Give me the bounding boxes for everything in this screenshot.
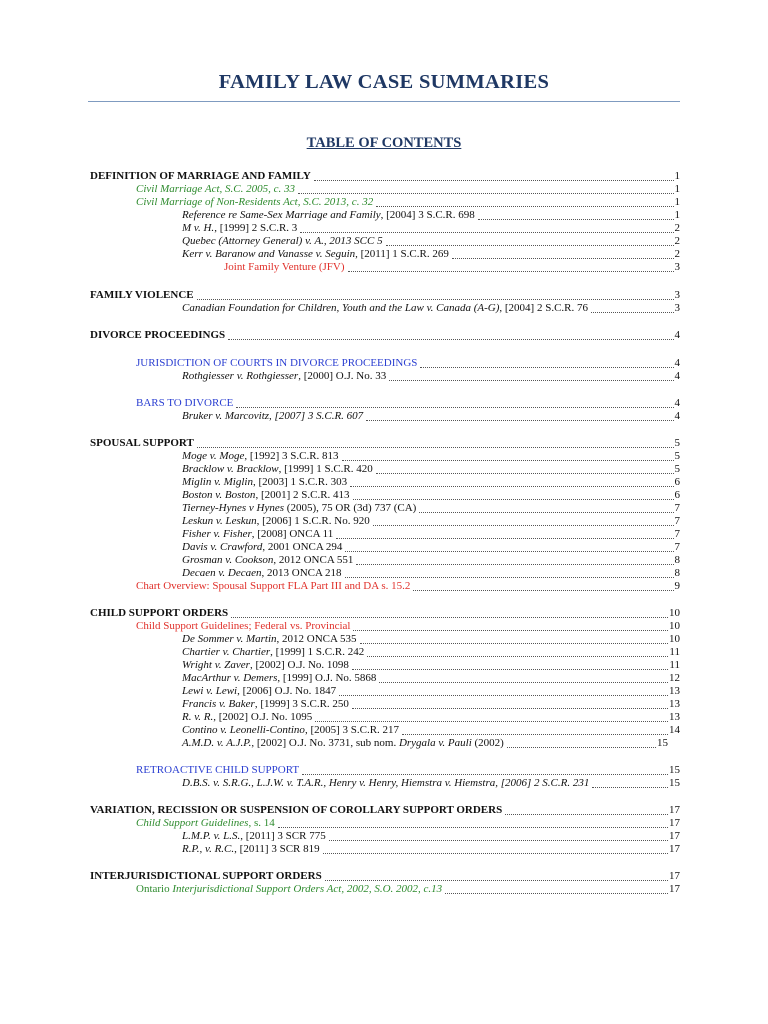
toc-leader	[452, 258, 674, 259]
toc-section-interjurisdictional[interactable]	[90, 869, 680, 883]
case-citation: , [2003] 1 S.C.R. 303	[252, 476, 348, 488]
act-name: Child Support Guidelines	[136, 817, 249, 829]
toc-case-wright[interactable]	[182, 658, 680, 672]
toc-page-number: 3	[674, 261, 680, 273]
toc-case-canadian-foundation[interactable]	[182, 301, 680, 315]
case-name: A.M.D. v. A.J.P.	[182, 737, 252, 749]
toc-page-number: 11	[669, 646, 680, 658]
toc-label	[136, 883, 442, 896]
toc-leader	[323, 853, 668, 854]
toc-entry-child-support-guidelines-s14[interactable]	[136, 816, 680, 830]
toc-leader	[366, 420, 673, 421]
toc-leader	[419, 512, 673, 513]
toc-case-decaen[interactable]	[182, 566, 680, 580]
toc-case-fisher[interactable]	[182, 527, 680, 541]
toc-page-number: 4	[674, 370, 680, 382]
toc-case-m-v-h[interactable]	[182, 221, 680, 235]
toc-page-number: 4	[674, 329, 680, 341]
toc-page-number: 5	[674, 450, 680, 462]
toc-label: SPOUSAL SUPPORT	[90, 437, 194, 449]
toc-leader	[302, 774, 668, 775]
document-title: FAMILY LAW CASE SUMMARIES	[218, 71, 550, 93]
toc-label	[182, 777, 589, 790]
toc-label: BARS TO DIVORCE	[136, 397, 234, 409]
case-name-alt: Drygala v. Pauli	[398, 737, 472, 749]
jurisdiction: Ontario	[136, 883, 173, 895]
toc-leader	[300, 232, 673, 233]
case-citation: , [2011] 3 SCR 819	[234, 843, 320, 855]
toc-leader	[298, 193, 674, 194]
case-citation: , [1999] 2 S.C.R. 3	[214, 222, 298, 234]
toc-page-number: 4	[674, 410, 680, 422]
toc-case-rp-v-rc[interactable]	[182, 842, 680, 856]
toc-page-number: 2	[674, 222, 680, 234]
toc-case-leskun[interactable]	[182, 514, 680, 528]
toc-leader	[315, 721, 668, 722]
toc-label: DIVORCE PROCEEDINGS	[90, 329, 226, 341]
toc-leader	[420, 367, 673, 368]
case-name: Reference re Same-Sex Marriage and Family	[182, 209, 381, 221]
case-citation: [2011] 1 S.C.R. 269	[357, 248, 449, 260]
case-year: (2002)	[471, 737, 504, 749]
toc-leader	[348, 271, 674, 272]
toc-leader	[445, 893, 668, 894]
toc-leader	[505, 814, 668, 815]
toc-page-number: 13	[669, 711, 680, 723]
case-citation: , [2008] ONCA 11	[251, 528, 334, 540]
toc-entry-civil-marriage-non-residents-act[interactable]	[136, 195, 680, 209]
toc-page-number: 7	[674, 502, 680, 514]
toc-case-de-sommer[interactable]	[182, 632, 680, 646]
toc-case-quebec-v-a[interactable]	[182, 234, 680, 248]
toc-page-number: 10	[669, 620, 680, 632]
case-name: Bracklow v. Bracklow	[182, 463, 279, 475]
toc-label	[182, 410, 363, 423]
toc-page-number: 17	[669, 870, 680, 882]
case-name: Bruker v. Marcovitz, [2007] 3 S.C.R. 607	[182, 410, 364, 422]
toc-page-number: 15	[669, 777, 680, 789]
toc-page-number: 15	[669, 764, 680, 776]
toc-leader	[379, 682, 668, 683]
toc-leader	[345, 551, 673, 552]
toc-section-variation-recission[interactable]	[90, 803, 680, 817]
toc-page-number: 7	[674, 541, 680, 553]
toc-leader	[197, 447, 674, 448]
toc-entry-bars-to-divorce[interactable]	[136, 396, 680, 410]
toc-leader	[352, 708, 668, 709]
toc-leader	[352, 669, 668, 670]
toc-leader	[228, 339, 673, 340]
toc-page-number: 10	[669, 607, 680, 619]
toc-section-family-violence[interactable]	[90, 288, 680, 302]
toc-case-contino[interactable]	[182, 723, 680, 737]
toc-label: INTERJURISDICTIONAL SUPPORT ORDERS	[90, 870, 322, 882]
toc-leader	[402, 734, 668, 735]
toc-label: DEFINITION OF MARRIAGE AND FAMILY	[90, 170, 311, 182]
case-name: MacArthur v. Demers	[182, 672, 278, 684]
toc-leader	[367, 656, 668, 657]
toc-page-number: 7	[674, 515, 680, 527]
case-citation: , 2013 ONCA 218	[261, 567, 342, 579]
toc-page-number: 4	[674, 397, 680, 409]
toc-entry-chart-overview-spousal[interactable]	[136, 579, 680, 593]
toc-label	[182, 737, 504, 750]
case-citation: , [2000] O.J. No. 33	[298, 370, 387, 382]
toc-page-number: 3	[674, 302, 680, 314]
case-citation: , [2002] O.J. No. 1098	[249, 659, 349, 671]
toc-entry-ontario-isoa[interactable]	[136, 882, 680, 896]
case-citation: , [2006] O.J. No. 1847	[237, 685, 337, 697]
toc-section-spousal-support[interactable]	[90, 436, 680, 450]
toc-page-number: 13	[669, 685, 680, 697]
toc-page-number: 3	[674, 289, 680, 301]
toc-leader	[336, 538, 673, 539]
toc-leader	[356, 564, 673, 565]
case-name: M v. H.	[182, 222, 215, 234]
case-name: Leskun v. Leskun	[182, 515, 257, 527]
toc-page-number: 17	[669, 843, 680, 855]
case-name: Contino v. Leonelli-Contino	[182, 724, 305, 736]
case-name: Decaen v. Decaen	[182, 567, 262, 579]
act-name: Interjurisdictional Support Orders Act, 2002, S.O. 2002, c.13	[172, 883, 443, 895]
toc-section-divorce-proceedings[interactable]	[90, 328, 680, 342]
case-name: Davis v. Crawford	[182, 541, 263, 553]
case-citation: , [2005] 3 S.C.R. 217	[304, 724, 400, 736]
toc-label	[182, 302, 588, 315]
toc-leader	[197, 299, 674, 300]
toc-page-number: 14	[669, 724, 680, 736]
toc-leader	[360, 643, 668, 644]
toc-page-number: 2	[674, 235, 680, 247]
toc-leader	[278, 827, 668, 828]
toc-label: Joint Family Venture (JFV)	[224, 261, 345, 273]
toc-entry-retroactive-child-support[interactable]	[136, 763, 680, 777]
toc-page-number: 1	[674, 196, 680, 208]
case-name: Tierney-Hynes v Hynes	[182, 502, 285, 514]
toc-page-number: 10	[669, 633, 680, 645]
toc-leader	[236, 407, 673, 408]
toc-leader	[592, 787, 668, 788]
case-name: R.P., v. R.C.	[182, 843, 235, 855]
toc-page-number: 17	[669, 883, 680, 895]
toc-leader	[507, 747, 656, 748]
case-name: Fisher v. Fisher	[182, 528, 252, 540]
toc-case-chartier[interactable]	[182, 645, 680, 659]
toc-case-kerr-v-baranow[interactable]	[182, 247, 680, 261]
toc-case-r-v-r[interactable]	[182, 710, 680, 724]
toc-section-child-support-orders[interactable]	[90, 606, 680, 620]
toc-label: RETROACTIVE CHILD SUPPORT	[136, 764, 300, 776]
toc-section-definition-of-marriage[interactable]	[90, 169, 680, 183]
toc-page-number: 7	[674, 528, 680, 540]
toc-case-macarthur[interactable]	[182, 671, 680, 685]
toc-leader	[373, 525, 674, 526]
toc-case-lewi[interactable]	[182, 684, 680, 698]
toc-label: JURISDICTION OF COURTS IN DIVORCE PROCEEDINGS	[136, 357, 418, 369]
toc-case-miglin[interactable]	[182, 475, 680, 489]
toc-page-number: 5	[674, 463, 680, 475]
case-name: Grosman v. Cookson	[182, 554, 274, 566]
case-name: Francis v. Baker	[182, 698, 255, 710]
toc-page-number: 2	[674, 248, 680, 260]
toc-page-number: 17	[669, 817, 680, 829]
case-name: Chartier v. Chartier	[182, 646, 271, 658]
toc-leader	[314, 180, 674, 181]
toc-leader	[345, 577, 674, 578]
toc-entry-joint-family-venture[interactable]	[224, 260, 680, 274]
case-name: Miglin v. Miglin	[182, 476, 253, 488]
toc-leader	[353, 630, 668, 631]
toc-leader	[478, 219, 674, 220]
toc-leader	[591, 312, 673, 313]
toc-leader	[329, 840, 668, 841]
case-name: Kerr v. Baranow and Vanasse v. Seguin,	[182, 248, 358, 260]
toc-page-number: 4	[674, 357, 680, 369]
case-citation: , [2011] 3 SCR 775	[240, 830, 326, 842]
case-name: Wright v. Zaver	[182, 659, 250, 671]
case-citation: , 2012 ONCA 535	[276, 633, 357, 645]
toc-leader	[376, 473, 674, 474]
toc-leader	[325, 880, 668, 881]
toc-label: Civil Marriage Act, S.C. 2005, c. 33	[136, 183, 295, 195]
toc-page-number: 1	[674, 183, 680, 195]
toc-leader	[386, 245, 674, 246]
toc-page-number: 9	[674, 580, 680, 592]
toc-page-number: 1	[674, 170, 680, 182]
toc-entry-civil-marriage-act[interactable]	[136, 182, 680, 196]
toc-case-tierney-hynes[interactable]	[182, 501, 680, 515]
case-citation: , [1999] O.J. No. 5868	[277, 672, 377, 684]
toc-page-number: 6	[674, 489, 680, 501]
toc-label: FAMILY VIOLENCE	[90, 289, 194, 301]
case-name: Canadian Foundation for Children, Youth and the Law v. Canada (A-G)	[182, 302, 500, 314]
toc-case-moge[interactable]	[182, 449, 680, 463]
case-name: Quebec (Attorney General) v. A., 2013 SCC 5	[182, 235, 383, 247]
toc-label: CHILD SUPPORT ORDERS	[90, 607, 229, 619]
case-citation: , [1999] 3 S.C.R. 250	[254, 698, 349, 710]
toc-page-number: 1	[674, 209, 680, 221]
toc-label	[182, 843, 320, 856]
toc-leader	[413, 590, 673, 591]
toc-case-bracklow[interactable]	[182, 462, 680, 476]
case-name: D.B.S. v. S.R.G., L.J.W. v. T.A.R., Henry v. Henry, Hiemstra v. Hiemstra, [2006] 2 S.C.R. 231	[182, 777, 590, 789]
case-citation: , [2002] O.J. No. 1095	[213, 711, 313, 723]
toc-leader	[342, 460, 674, 461]
toc-page-number: 12	[669, 672, 680, 684]
toc-label: VARIATION, RECISSION OR SUSPENSION OF COROLLARY SUPPORT ORDERS	[90, 804, 503, 816]
toc-leader	[339, 695, 668, 696]
toc-page-number: 15	[657, 737, 668, 749]
toc-entry-child-support-guidelines[interactable]	[136, 619, 680, 633]
toc-leader	[389, 380, 673, 381]
case-citation: (2005), 75 OR (3d) 737 (CA)	[284, 502, 417, 514]
toc-page-number: 11	[669, 659, 680, 671]
toc-entry-jurisdiction-of-courts[interactable]	[136, 356, 680, 370]
toc-case-grosman[interactable]	[182, 553, 680, 567]
case-citation: , [1992] 3 S.C.R. 813	[244, 450, 339, 462]
toc-label	[182, 370, 386, 383]
case-citation: , [2004] 2 S.C.R. 76	[499, 302, 589, 314]
case-citation: , [1999] 1 S.C.R. 242	[270, 646, 365, 658]
toc-page-number: 17	[669, 804, 680, 816]
act-section: , s. 14	[248, 817, 275, 829]
case-name: L.M.P. v. L.S.	[182, 830, 241, 842]
toc-leader	[353, 499, 674, 500]
toc-page-number: 13	[669, 698, 680, 710]
case-name: R. v. R.	[182, 711, 214, 723]
toc-case-francis[interactable]	[182, 697, 680, 711]
case-citation: , 2012 ONCA 551	[273, 554, 354, 566]
case-name: De Sommer v. Martin	[182, 633, 277, 645]
toc-case-amd-v-ajp[interactable]	[182, 736, 668, 750]
case-citation: , [1999] 1 S.C.R. 420	[278, 463, 373, 475]
case-citation: , [2002] O.J. No. 3731, sub nom.	[251, 737, 399, 749]
toc-label: Civil Marriage of Non-Residents Act, S.C. 2013, c. 32	[136, 196, 374, 208]
toc-leader	[376, 206, 673, 207]
toc-case-bruker[interactable]	[182, 409, 680, 423]
toc-page-number: 8	[674, 567, 680, 579]
toc-label: Chart Overview: Spousal Support FLA Part III and DA s. 15.2	[136, 580, 411, 592]
toc-case-dbs-v-srg[interactable]	[182, 776, 680, 790]
toc-page-number: 17	[669, 830, 680, 842]
toc-label: Child Support Guidelines; Federal vs. Provincial	[136, 620, 351, 632]
toc-case-boston[interactable]	[182, 488, 680, 502]
case-name: Moge v. Moge	[182, 450, 245, 462]
toc-leader	[350, 486, 673, 487]
case-citation: , [2004] 3 S.C.R. 698	[380, 209, 475, 221]
case-citation: , [2001] 2 S.C.R. 413	[255, 489, 350, 501]
case-citation: , [2006] 1 S.C.R. No. 920	[256, 515, 370, 527]
case-name: Lewi v. Lewi	[182, 685, 238, 697]
toc-heading: TABLE OF CONTENTS	[306, 135, 462, 151]
toc-case-same-sex-marriage[interactable]	[182, 208, 680, 222]
toc-page-number: 5	[674, 437, 680, 449]
toc-page-number: 8	[674, 554, 680, 566]
toc-case-lmp-v-ls[interactable]	[182, 829, 680, 843]
toc-case-rothgiesser[interactable]	[182, 369, 680, 383]
case-name: Rothgiesser v. Rothgiesser	[182, 370, 299, 382]
case-name: Boston v. Boston	[182, 489, 256, 501]
case-citation: , 2001 ONCA 294	[262, 541, 343, 553]
toc-page-number: 6	[674, 476, 680, 488]
toc-leader	[231, 617, 668, 618]
toc-case-davis[interactable]	[182, 540, 680, 554]
